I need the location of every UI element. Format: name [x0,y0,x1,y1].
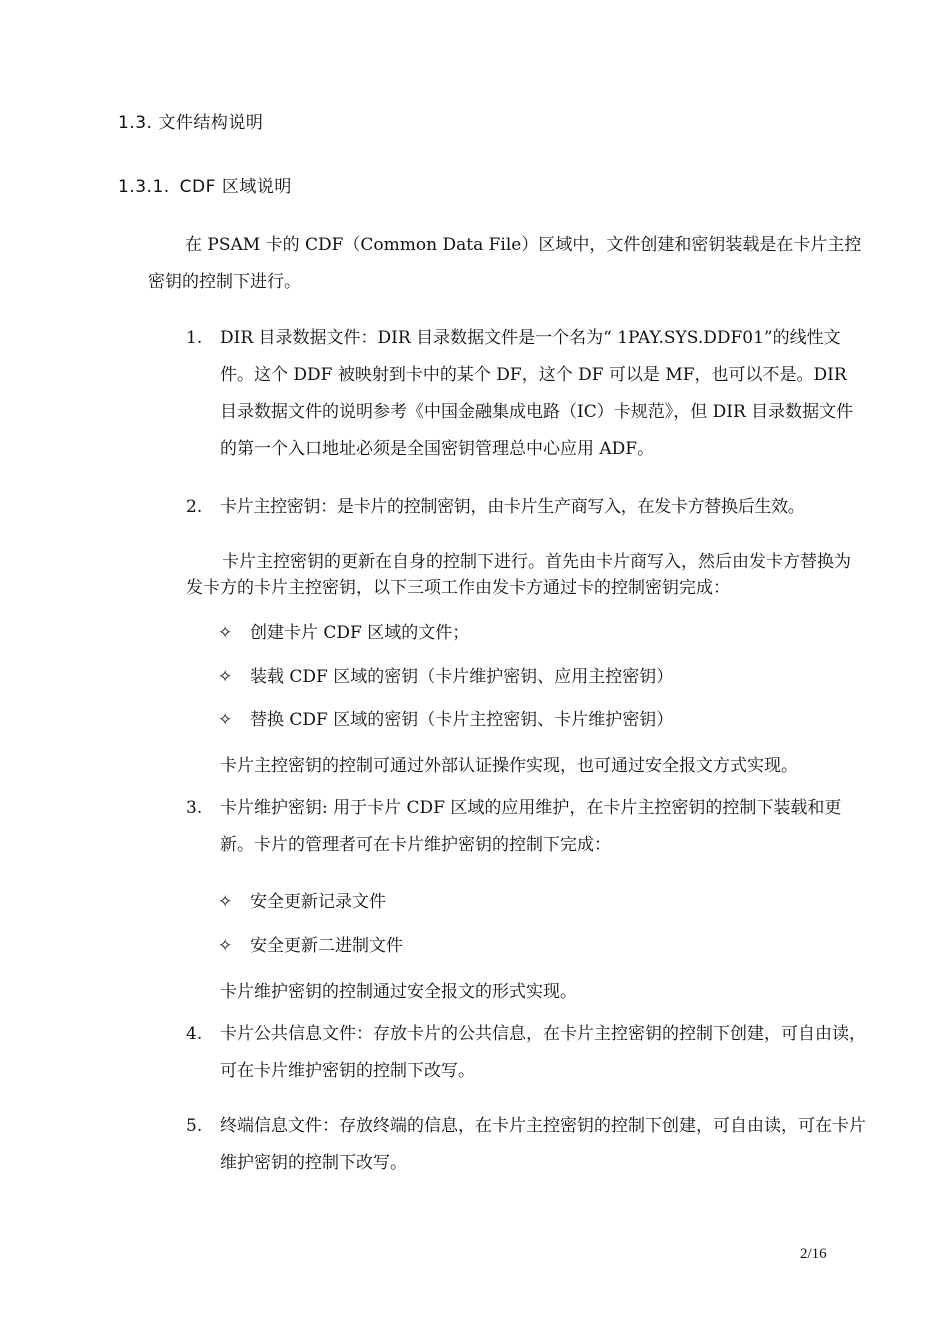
list-item-number: 5. [186,1116,203,1136]
diamond-bullet-icon: ✧ [218,710,233,730]
list-item-text: 卡片主控密钥：是卡片的控制密钥，由卡片生产商写入，在发卡方替换后生效。 [220,497,805,517]
bullet-text: 安全更新记录文件 [250,892,386,912]
bullet-item [218,664,673,690]
list-item-number: 1. [186,328,203,348]
bullet-text: 创建卡片 CDF 区域的文件； [250,623,470,643]
item-3-summary: 卡片维护密钥的控制通过安全报文的形式实现。 [220,982,577,1002]
list-item-number: 3. [186,798,203,818]
section-title: CDF 区域说明 [179,177,292,197]
page-number: 2/16 [800,1246,827,1262]
diamond-bullet-icon: ✧ [218,667,233,687]
diamond-bullet-icon: ✧ [218,936,233,956]
list-item-1 [186,320,866,468]
list-item-4 [186,1016,866,1090]
section-heading-1-3-1 [118,172,292,197]
bullet-item [218,933,403,959]
list-item-text: 卡片维护密钥: 用于卡片 CDF 区域的应用维护，在卡片主控密钥的控制下装载和更新。卡片的管理者可在卡片维护密钥的控制下完成： [220,798,842,855]
bullet-text: 替换 CDF 区域的密钥（卡片主控密钥、卡片维护密钥） [250,710,674,730]
list-item-number: 2. [186,497,203,517]
list-item-text: 终端信息文件：存放终端的信息，在卡片主控密钥的控制下创建，可自由读，可在卡片维护密钥的控制下改写。 [220,1116,866,1173]
item-2-summary: 卡片主控密钥的控制可通过外部认证操作实现，也可通过安全报文方式实现。 [220,756,798,776]
list-item-number: 4. [186,1024,203,1044]
bullet-text: 安全更新二进制文件 [250,936,403,956]
diamond-bullet-icon: ✧ [218,892,233,912]
list-item-3 [186,790,866,864]
diamond-bullet-icon: ✧ [218,623,233,643]
bullet-item [218,707,673,733]
list-item-5 [186,1108,866,1182]
item-2-note: 卡片主控密钥的更新在自身的控制下进行。首先由卡片商写入，然后由发卡方替换为发卡方的卡片主控密钥，以下三项工作由发卡方通过卡的控制密钥完成： [186,552,851,598]
list-item-text: DIR 目录数据文件：DIR 目录数据文件是一个名为“ 1PAY.SYS.DDF01”的线性文件。这个 DDF 被映射到卡中的某个 DF，这个 DF 可以是 MF，也可以不是。DIR 目录数据文件的说明参考《中国金融集成电路（IC）卡规范》，但 DIR 目录数据文件的第一个入口地址必须是全国密钥管理总中心应用 ADF。 [220,328,854,459]
bullet-item [218,620,469,646]
section-number: 1.3.1. [118,177,170,197]
list-item-2 [186,489,866,526]
intro-paragraph: 在 PSAM 卡的 CDF（Common Data File）区域中，文件创建和密钥装载是在卡片主控密钥的控制下进行。 [148,235,862,292]
list-item-text: 卡片公共信息文件：存放卡片的公共信息，在卡片主控密钥的控制下创建，可自由读，可在卡片维护密钥的控制下改写。 [220,1024,866,1081]
bullet-text: 装载 CDF 区域的密钥（卡片维护密钥、应用主控密钥） [250,667,674,687]
section-heading-1-3: 1.3. 文件结构说明 [118,113,264,133]
bullet-item [218,889,386,915]
